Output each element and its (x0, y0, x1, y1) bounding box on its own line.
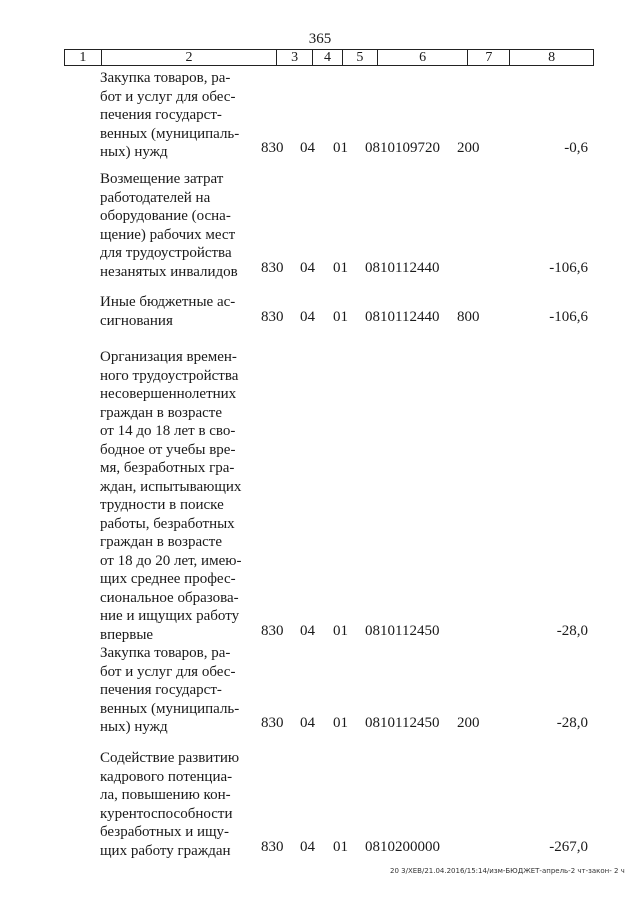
description-line: несовершеннолетних (100, 386, 237, 402)
column-header-7: 7 (468, 50, 510, 65)
cell-subsection: 01 (333, 838, 348, 855)
cell-amount: -28,0 (556, 622, 588, 639)
column-header-6: 6 (378, 50, 469, 65)
description-line: ние и ищущих работу (100, 608, 240, 624)
description-line: от 18 до 20 лет, имею- (100, 552, 242, 569)
cell-section: 04 (300, 715, 315, 731)
description-line: граждан в возрасте (100, 534, 223, 550)
cell-grbs: 830 (261, 140, 284, 156)
description-line: ного трудоустройства (100, 367, 239, 384)
description-line: мя, безработных гра- (100, 460, 235, 476)
column-header-5: 5 (343, 50, 378, 65)
cell-grbs: 830 (261, 259, 284, 276)
description-line: печения государст- (100, 682, 222, 698)
description-line: венных (муниципаль- (100, 125, 240, 142)
cell-amount: -106,6 (549, 308, 588, 325)
description-line: ла, повышению кон- (100, 787, 231, 803)
description-line: безработных и ищу- (100, 824, 230, 840)
description-line: незанятых инвалидов (100, 263, 238, 280)
column-header-4: 4 (313, 50, 343, 65)
table-header (64, 49, 594, 66)
footer-note: 20 3/ХЕВ/21.04.2016/15:14/изм-БЮДЖЕТ-апрель-2 чт-закон- 2 ч (390, 867, 625, 875)
column-header-2: 2 (102, 50, 277, 65)
row-description (100, 170, 255, 281)
cell-target-article: 0810112450 (365, 715, 440, 731)
cell-amount: -28,0 (556, 715, 588, 731)
row-description (100, 348, 255, 644)
description-line: ных) нужд (100, 144, 168, 160)
cell-grbs: 830 (261, 308, 284, 325)
cell-section: 04 (300, 259, 315, 276)
cell-expense-type: 200 (457, 715, 480, 731)
description-line: сигнования (100, 312, 173, 329)
description-line: венных (муниципаль- (100, 700, 240, 717)
cell-target-article: 0810112450 (365, 622, 440, 639)
description-line: для трудоустройства (100, 245, 232, 261)
description-line: щих работу граждан (100, 842, 231, 859)
column-header-1: 1 (65, 50, 102, 65)
description-line: трудности в поиске (100, 497, 224, 513)
description-line: Закупка товаров, ра- (100, 645, 231, 661)
cell-subsection: 01 (333, 715, 348, 731)
description-line: граждан в возрасте (100, 404, 223, 421)
cell-amount: -0,6 (564, 140, 588, 156)
cell-subsection: 01 (333, 259, 348, 276)
description-line: работодателей на (100, 189, 211, 206)
description-line: Возмещение затрат (100, 171, 224, 187)
description-line: Организация времен- (100, 349, 237, 365)
description-line: Закупка товаров, ра- (100, 70, 231, 86)
cell-expense-type: 200 (457, 140, 480, 156)
description-line: курентоспособности (100, 805, 233, 822)
cell-subsection: 01 (333, 308, 348, 325)
cell-target-article: 0810112440 (365, 308, 440, 325)
description-line: работы, безработных (100, 515, 235, 532)
description-line: оборудование (осна- (100, 208, 231, 224)
row-description (100, 644, 255, 737)
description-line: печения государст- (100, 107, 222, 123)
cell-expense-type: 800 (457, 308, 480, 325)
row-description (100, 749, 255, 860)
row-description (100, 293, 255, 330)
cell-grbs: 830 (261, 838, 284, 855)
description-line: от 14 до 18 лет в сво- (100, 423, 236, 439)
cell-amount: -106,6 (549, 259, 588, 276)
cell-grbs: 830 (261, 622, 284, 639)
description-line: бот и услуг для обес- (100, 88, 236, 105)
description-line: бодное от учебы вре- (100, 441, 236, 458)
cell-amount: -267,0 (549, 838, 588, 855)
cell-subsection: 01 (333, 622, 348, 639)
column-header-3: 3 (277, 50, 313, 65)
cell-subsection: 01 (333, 140, 348, 156)
description-line: бот и услуг для обес- (100, 663, 236, 680)
cell-section: 04 (300, 308, 315, 325)
description-line: ных) нужд (100, 719, 168, 735)
description-line: ждан, испытывающих (100, 478, 242, 495)
cell-section: 04 (300, 838, 315, 855)
cell-target-article: 0810200000 (365, 838, 440, 855)
description-line: Содействие развитию (100, 750, 240, 766)
cell-target-article: 0810109720 (365, 140, 440, 156)
description-line: впервые (100, 626, 154, 643)
cell-target-article: 0810112440 (365, 259, 440, 276)
page-number: 365 (308, 31, 332, 47)
description-line: сиональное образова- (100, 589, 239, 606)
cell-grbs: 830 (261, 715, 284, 731)
column-header-8: 8 (548, 50, 556, 65)
description-line: щих среднее профес- (100, 571, 236, 587)
cell-section: 04 (300, 140, 315, 156)
description-line: Иные бюджетные ас- (100, 294, 236, 310)
cell-section: 04 (300, 622, 315, 639)
row-description (100, 69, 255, 162)
description-line: кадрового потенциа- (100, 768, 233, 785)
description-line: щение) рабочих мест (100, 226, 236, 243)
